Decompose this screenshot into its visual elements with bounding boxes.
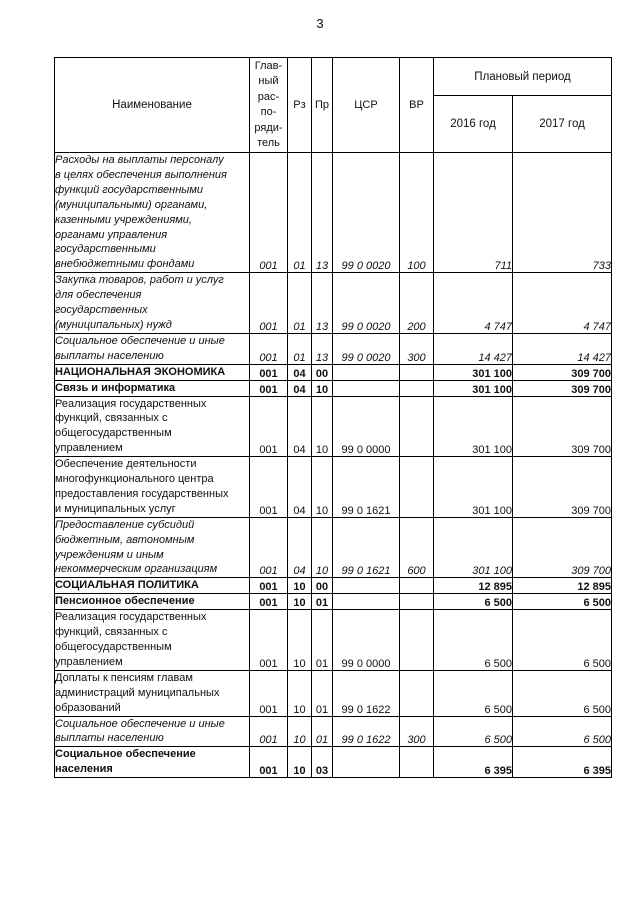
table-row bbox=[55, 578, 612, 594]
row-name-line: для обеспечения bbox=[55, 289, 142, 302]
rz-cell: 10 bbox=[288, 747, 312, 778]
row-name-line: внебюджетными фондами bbox=[55, 258, 195, 271]
table-row bbox=[55, 517, 612, 578]
row-name-line: (муниципальными) органами, bbox=[55, 198, 208, 211]
chief-cell: 001 bbox=[250, 153, 288, 273]
pr-cell: 10 bbox=[312, 396, 333, 457]
amount-2017-cell: 4 747 bbox=[513, 273, 612, 334]
row-name-line: Обеспечение деятельности bbox=[55, 458, 197, 471]
row-name-line: Реализация государственных bbox=[55, 611, 207, 624]
row-name-cell bbox=[55, 396, 250, 457]
header-plan-period: Плановый период bbox=[434, 58, 612, 96]
header-chief-line: рас- bbox=[257, 90, 280, 103]
budget-table bbox=[54, 57, 612, 778]
pr-cell: 00 bbox=[312, 578, 333, 594]
csr-cell: 99 0 1622 bbox=[333, 716, 400, 747]
csr-cell bbox=[333, 594, 400, 610]
amount-2016-cell: 301 100 bbox=[434, 457, 513, 518]
amount-2017-cell: 6 500 bbox=[513, 716, 612, 747]
amount-2016-cell: 6 500 bbox=[434, 594, 513, 610]
rz-cell: 10 bbox=[288, 594, 312, 610]
csr-cell bbox=[333, 578, 400, 594]
row-name-line: общегосударственным bbox=[55, 427, 172, 440]
row-name-cell bbox=[55, 610, 250, 671]
header-chief-line: ный bbox=[258, 75, 279, 87]
chief-cell: 001 bbox=[250, 457, 288, 518]
vr-cell bbox=[400, 396, 434, 457]
page-number: 3 bbox=[316, 16, 324, 31]
rz-cell: 10 bbox=[288, 716, 312, 747]
row-name-line: предоставления государственных bbox=[55, 487, 229, 500]
row-name-line: НАЦИОНАЛЬНАЯ ЭКОНОМИКА bbox=[55, 365, 226, 378]
chief-cell: 001 bbox=[250, 273, 288, 334]
row-name-line: образований bbox=[55, 701, 121, 714]
amount-2017-cell: 6 500 bbox=[513, 594, 612, 610]
amount-2016-cell: 12 895 bbox=[434, 578, 513, 594]
pr-cell: 00 bbox=[312, 364, 333, 380]
vr-cell bbox=[400, 380, 434, 396]
table-row bbox=[55, 153, 612, 273]
chief-cell: 001 bbox=[250, 594, 288, 610]
row-name-line: управлением bbox=[55, 442, 123, 455]
row-name-line: Реализация государственных bbox=[55, 397, 207, 410]
row-name-line: в целях обеспечения выполнения bbox=[55, 168, 227, 181]
pr-cell: 13 bbox=[312, 273, 333, 334]
amount-2016-cell: 301 100 bbox=[434, 380, 513, 396]
csr-cell: 99 0 1621 bbox=[333, 457, 400, 518]
table-row bbox=[55, 333, 612, 364]
amount-2017-cell: 12 895 bbox=[513, 578, 612, 594]
vr-cell bbox=[400, 610, 434, 671]
row-name-line: и муниципальных услуг bbox=[55, 502, 176, 515]
table-row bbox=[55, 747, 612, 778]
header-pr: Пр bbox=[312, 58, 333, 153]
vr-cell bbox=[400, 670, 434, 716]
rz-cell: 04 bbox=[288, 380, 312, 396]
amount-2017-cell: 309 700 bbox=[513, 380, 612, 396]
amount-2016-cell: 711 bbox=[434, 153, 513, 273]
row-name-cell bbox=[55, 578, 250, 594]
chief-cell: 001 bbox=[250, 380, 288, 396]
csr-cell bbox=[333, 380, 400, 396]
table-row bbox=[55, 716, 612, 747]
header-name: Наименование bbox=[55, 58, 250, 153]
row-name-cell bbox=[55, 333, 250, 364]
pr-cell: 13 bbox=[312, 153, 333, 273]
row-name-line: бюджетным, автономным bbox=[55, 533, 195, 546]
row-name-cell bbox=[55, 364, 250, 380]
amount-2017-cell: 733 bbox=[513, 153, 612, 273]
chief-cell: 001 bbox=[250, 610, 288, 671]
csr-cell: 99 0 0020 bbox=[333, 273, 400, 334]
csr-cell: 99 0 0000 bbox=[333, 610, 400, 671]
pr-cell: 01 bbox=[312, 716, 333, 747]
vr-cell bbox=[400, 457, 434, 518]
csr-cell bbox=[333, 747, 400, 778]
row-name-line: СОЦИАЛЬНАЯ ПОЛИТИКА bbox=[55, 579, 199, 592]
chief-cell: 001 bbox=[250, 396, 288, 457]
row-name-line: администраций муниципальных bbox=[55, 686, 220, 699]
vr-cell: 300 bbox=[400, 333, 434, 364]
header-chief-line: по- bbox=[260, 106, 277, 118]
vr-cell: 100 bbox=[400, 153, 434, 273]
pr-cell: 01 bbox=[312, 670, 333, 716]
row-name-cell bbox=[55, 153, 250, 273]
row-name-cell bbox=[55, 457, 250, 518]
row-name-line: Доплаты к пенсиям главам bbox=[55, 671, 193, 684]
vr-cell bbox=[400, 594, 434, 610]
row-name-line: некоммерческим организациям bbox=[55, 563, 218, 576]
table-row bbox=[55, 594, 612, 610]
rz-cell: 04 bbox=[288, 364, 312, 380]
amount-2017-cell: 6 395 bbox=[513, 747, 612, 778]
amount-2017-cell: 309 700 bbox=[513, 396, 612, 457]
row-name-cell bbox=[55, 670, 250, 716]
header-vr: ВР bbox=[400, 58, 434, 153]
amount-2016-cell: 6 500 bbox=[434, 670, 513, 716]
csr-cell: 99 0 0020 bbox=[333, 153, 400, 273]
chief-cell: 001 bbox=[250, 670, 288, 716]
vr-cell: 200 bbox=[400, 273, 434, 334]
table-row bbox=[55, 670, 612, 716]
csr-cell: 99 0 1621 bbox=[333, 517, 400, 578]
csr-cell: 99 0 1622 bbox=[333, 670, 400, 716]
rz-cell: 04 bbox=[288, 457, 312, 518]
vr-cell bbox=[400, 578, 434, 594]
row-name-line: выплаты населению bbox=[55, 349, 164, 362]
row-name-line: государственных bbox=[55, 304, 148, 317]
table-row bbox=[55, 610, 612, 671]
chief-cell: 001 bbox=[250, 333, 288, 364]
amount-2017-cell: 6 500 bbox=[513, 670, 612, 716]
vr-cell bbox=[400, 364, 434, 380]
row-name-line: функций, связанных с bbox=[55, 412, 168, 425]
header-chief-line: Глав- bbox=[254, 59, 283, 72]
csr-cell: 99 0 0000 bbox=[333, 396, 400, 457]
amount-2016-cell: 4 747 bbox=[434, 273, 513, 334]
chief-cell: 001 bbox=[250, 747, 288, 778]
row-name-cell bbox=[55, 273, 250, 334]
pr-cell: 01 bbox=[312, 610, 333, 671]
row-name-cell bbox=[55, 747, 250, 778]
row-name-line: Социальное обеспечение bbox=[55, 748, 196, 761]
row-name-line: функций, связанных с bbox=[55, 626, 168, 639]
amount-2017-cell: 309 700 bbox=[513, 364, 612, 380]
chief-cell: 001 bbox=[250, 578, 288, 594]
csr-cell: 99 0 0020 bbox=[333, 333, 400, 364]
csr-cell bbox=[333, 364, 400, 380]
vr-cell: 300 bbox=[400, 716, 434, 747]
row-name-line: (муниципальных) нужд bbox=[55, 318, 172, 331]
header-year-2016: 2016 год bbox=[434, 96, 513, 153]
rz-cell: 10 bbox=[288, 610, 312, 671]
row-name-line: управлением bbox=[55, 655, 123, 668]
row-name-line: учреждениям и иным bbox=[55, 548, 164, 561]
pr-cell: 10 bbox=[312, 517, 333, 578]
row-name-line: Расходы на выплаты персоналу bbox=[55, 154, 224, 166]
amount-2016-cell: 301 100 bbox=[434, 364, 513, 380]
header-csr: ЦСР bbox=[333, 58, 400, 153]
row-name-line: Пенсионное обеспечение bbox=[55, 595, 195, 608]
rz-cell: 04 bbox=[288, 517, 312, 578]
header-chief bbox=[250, 58, 288, 153]
row-name-line: органами управления bbox=[55, 228, 168, 241]
pr-cell: 10 bbox=[312, 380, 333, 396]
pr-cell: 03 bbox=[312, 747, 333, 778]
row-name-line: населения bbox=[55, 763, 113, 776]
row-name-line: Предоставление субсидий bbox=[55, 518, 195, 531]
table-row bbox=[55, 457, 612, 518]
row-name-line: Социальное обеспечение и иные bbox=[55, 334, 225, 347]
row-name-line: функций государственными bbox=[55, 183, 204, 196]
rz-cell: 01 bbox=[288, 333, 312, 364]
table-row bbox=[55, 396, 612, 457]
rz-cell: 10 bbox=[288, 670, 312, 716]
table-row bbox=[55, 364, 612, 380]
amount-2016-cell: 6 395 bbox=[434, 747, 513, 778]
pr-cell: 01 bbox=[312, 594, 333, 610]
chief-cell: 001 bbox=[250, 716, 288, 747]
header-chief-line: ряди- bbox=[254, 121, 283, 134]
amount-2017-cell: 309 700 bbox=[513, 457, 612, 518]
row-name-line: Социальное обеспечение и иные bbox=[55, 717, 225, 730]
row-name-cell bbox=[55, 517, 250, 578]
amount-2017-cell: 14 427 bbox=[513, 333, 612, 364]
row-name-cell bbox=[55, 594, 250, 610]
amount-2017-cell: 6 500 bbox=[513, 610, 612, 671]
amount-2016-cell: 6 500 bbox=[434, 716, 513, 747]
row-name-cell bbox=[55, 380, 250, 396]
rz-cell: 10 bbox=[288, 578, 312, 594]
chief-cell: 001 bbox=[250, 517, 288, 578]
amount-2016-cell: 14 427 bbox=[434, 333, 513, 364]
row-name-line: казенными учреждениями, bbox=[55, 213, 192, 226]
rz-cell: 01 bbox=[288, 153, 312, 273]
row-name-line: государственными bbox=[55, 243, 156, 256]
pr-cell: 13 bbox=[312, 333, 333, 364]
row-name-line: многофункционального центра bbox=[55, 473, 214, 486]
amount-2016-cell: 301 100 bbox=[434, 517, 513, 578]
chief-cell: 001 bbox=[250, 364, 288, 380]
row-name-line: Связь и информатика bbox=[55, 381, 176, 394]
rz-cell: 04 bbox=[288, 396, 312, 457]
row-name-line: выплаты населению bbox=[55, 732, 164, 745]
row-name-cell bbox=[55, 716, 250, 747]
table-row bbox=[55, 380, 612, 396]
rz-cell: 01 bbox=[288, 273, 312, 334]
amount-2016-cell: 301 100 bbox=[434, 396, 513, 457]
amount-2016-cell: 6 500 bbox=[434, 610, 513, 671]
vr-cell: 600 bbox=[400, 517, 434, 578]
amount-2017-cell: 309 700 bbox=[513, 517, 612, 578]
vr-cell bbox=[400, 747, 434, 778]
header-rz: Рз bbox=[288, 58, 312, 153]
row-name-line: общегосударственным bbox=[55, 641, 172, 653]
pr-cell: 10 bbox=[312, 457, 333, 518]
row-name-line: Закупка товаров, работ и услуг bbox=[55, 274, 224, 287]
table-row bbox=[55, 273, 612, 334]
header-year-2017: 2017 год bbox=[513, 96, 612, 153]
header-chief-line: тель bbox=[257, 137, 280, 149]
